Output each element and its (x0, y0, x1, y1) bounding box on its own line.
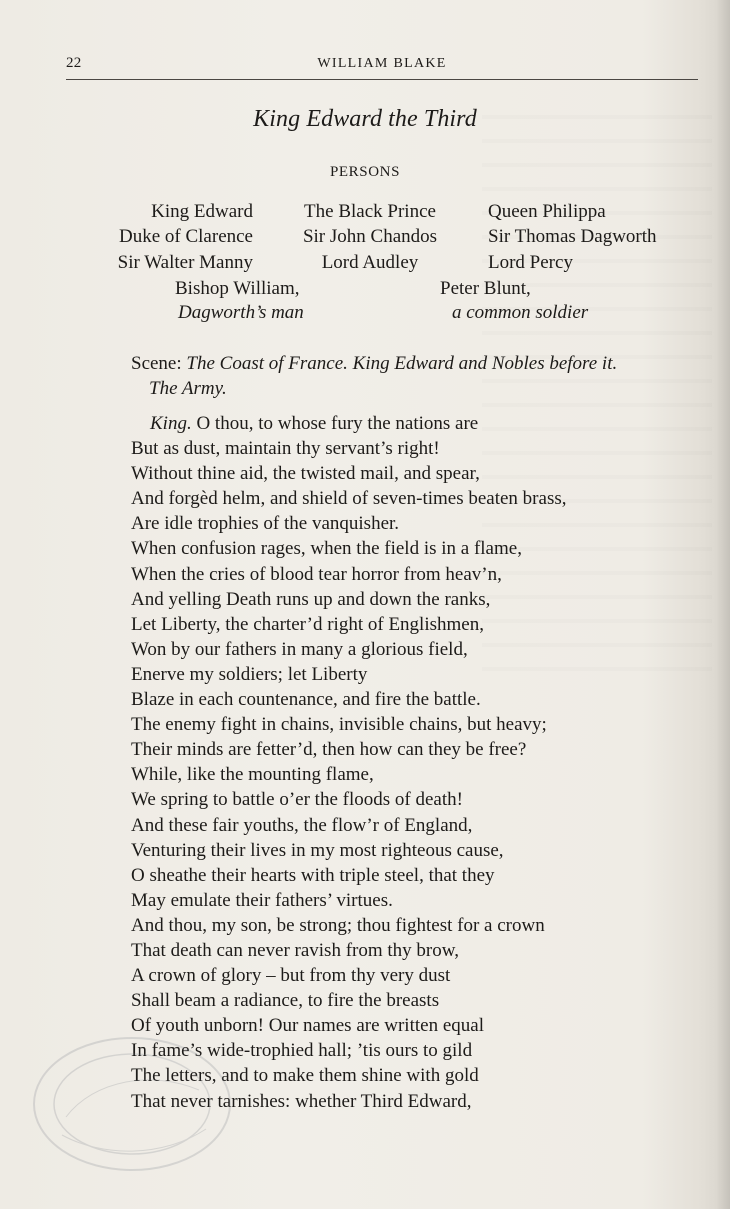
persons-heading: PERSONS (329, 164, 401, 180)
cast-black-prince: The Black Prince (304, 201, 436, 222)
cast-common-soldier: a common soldier (452, 302, 589, 323)
running-head: WILLIAM BLAKE (317, 56, 447, 71)
verse-line: Of youth unborn! Our names are written equal (131, 1015, 484, 1037)
cast-peter-blunt: Peter Blunt, (440, 278, 531, 299)
scene-description: The Coast of France. King Edward and Nobles before it. (186, 353, 618, 374)
cast-sir-john-chandos: Sir John Chandos (302, 226, 438, 247)
first-line-text: O thou, to whose fury the nations are (196, 413, 479, 434)
verse-line: We spring to battle o’er the floods of death! (131, 789, 463, 811)
verse-line: The letters, and to make them shine with gold (131, 1065, 479, 1087)
verse-line: Venturing their lives in my most righteous cause, (131, 839, 504, 861)
play-title: King Edward the Third (253, 106, 477, 132)
king-speech (131, 411, 701, 1114)
page-header (66, 53, 698, 80)
verse-line: That death can never ravish from thy brow, (131, 939, 459, 961)
verse-line: Are idle trophies of the vanquisher. (131, 513, 400, 535)
speaker-name: King. (150, 413, 192, 434)
verse-line: While, like the mounting flame, (131, 764, 374, 786)
verse-line: A crown of glory – but from thy very dust (131, 965, 451, 987)
scene-direction (131, 351, 691, 376)
page-number: 22 (66, 55, 82, 71)
verse-line: Their minds are fetter’d, then how can they be free? (131, 739, 527, 761)
verse-line: Blaze in each countenance, and fire the battle. (131, 689, 481, 711)
cast-lord-percy: Lord Percy (488, 252, 573, 273)
verse-line: That never tarnishes: whether Third Edward, (131, 1090, 472, 1112)
verse-line (131, 411, 701, 436)
verse-line: May emulate their fathers’ virtues. (131, 889, 393, 911)
verse-line: When confusion rages, when the field is in a flame, (131, 538, 522, 560)
cast-queen-philippa: Queen Philippa (488, 201, 606, 222)
cast-sir-thomas-dagworth: Sir Thomas Dagworth (488, 226, 657, 247)
verse-line: And these fair youths, the flow’r of England, (131, 814, 473, 836)
verse-line: Enerve my soldiers; let Liberty (131, 663, 368, 685)
cast-king-edward: King Edward (151, 201, 253, 222)
cast-lord-audley: Lord Audley (321, 252, 419, 273)
verse-line: In fame’s wide-trophied hall; ’tis ours to gild (131, 1040, 473, 1062)
page-edge-shadow (716, 0, 730, 1209)
cast-duke-of-clarence: Duke of Clarence (119, 226, 253, 247)
verse-line: And thou, my son, be strong; thou fightest for a crown (131, 914, 545, 936)
verse-line: But as dust, maintain thy servant’s right! (131, 438, 440, 460)
verse-line: The enemy fight in chains, invisible chains, but heavy; (131, 714, 547, 736)
verse-line: And yelling Death runs up and down the ranks, (131, 588, 491, 610)
verse-line: Without thine aid, the twisted mail, and spear, (131, 463, 480, 485)
cast-bishop-william: Bishop William, (175, 278, 300, 299)
verse-line: O sheathe their hearts with triple steel, that they (131, 864, 495, 886)
scene-continuation: The Army. (149, 378, 227, 399)
cast-dagworths-man: Dagworth’s man (178, 302, 304, 323)
verse-line: Shall beam a radiance, to fire the breasts (131, 990, 440, 1012)
cast-sir-walter-manny: Sir Walter Manny (117, 252, 253, 273)
verse-line: Won by our fathers in many a glorious field, (131, 638, 468, 660)
verse-line: When the cries of blood tear horror from heav’n, (131, 563, 502, 585)
verse-line: Let Liberty, the charter’d right of Englishmen, (131, 613, 484, 635)
verse-line: And forgèd helm, and shield of seven-times beaten brass, (131, 488, 567, 510)
watermark-stamp (12, 1012, 252, 1202)
scene-label: Scene: (131, 353, 182, 374)
